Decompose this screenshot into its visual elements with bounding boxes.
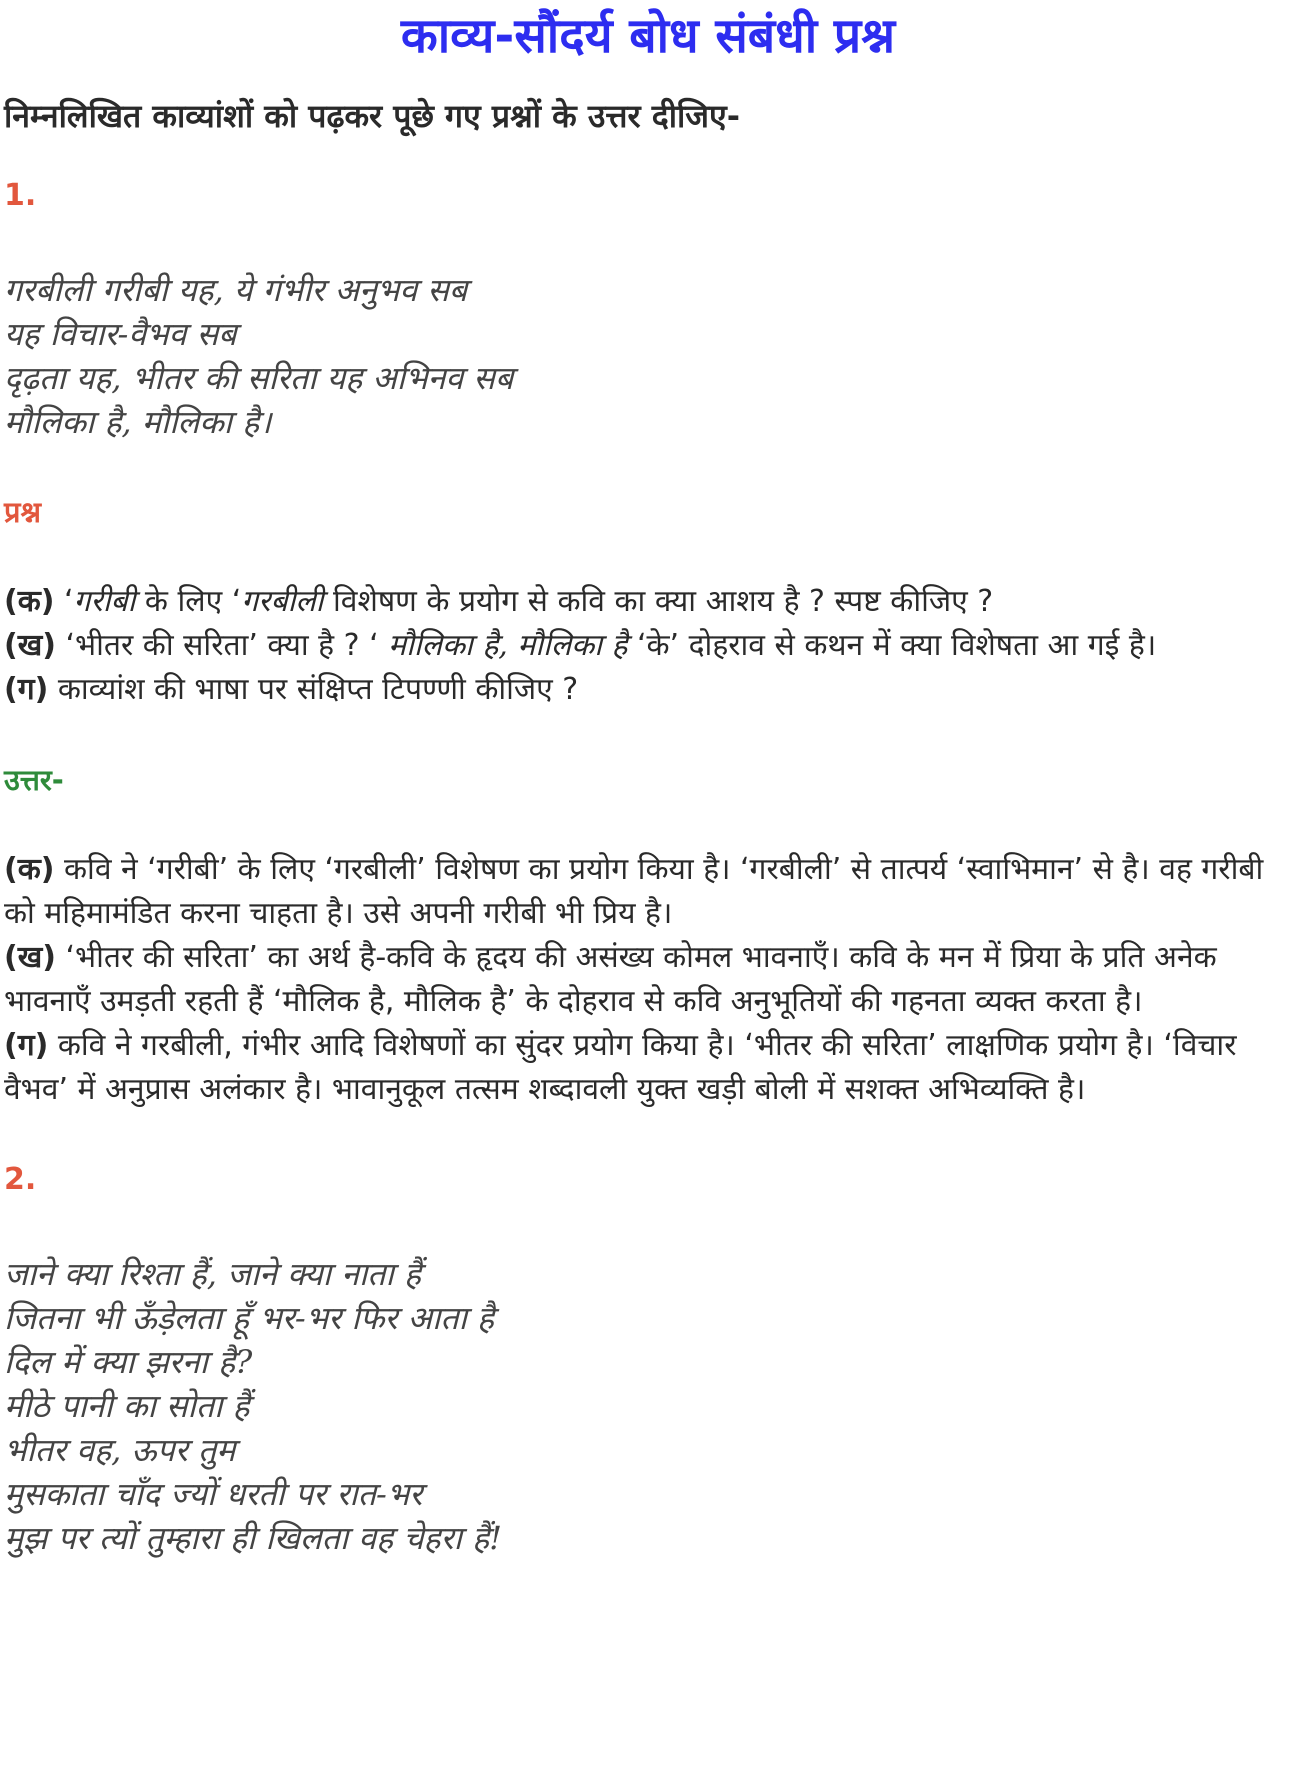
poem-line: यह विचार-वैभव सब [4,315,237,353]
question-italic: गरीबी [73,584,136,619]
answer-label: उत्तर- [4,763,64,797]
question-kh [4,624,1292,668]
question-text: काव्यांश की भाषा पर संक्षिप्त टिपण्णी कीजिए ? [48,672,579,707]
section-number-2: 2. [4,1162,37,1197]
poem-line: जितना भी ऊँड़ेलता हूँ भर-भर फिर आता है [4,1299,495,1337]
document-page [0,6,1294,1771]
poem-line: दृढ़ता यह, भीतर की सरिता यह अभिनव सब [4,359,514,397]
poem-line: मीठे पानी का सोता हैं [4,1387,250,1425]
answer-text: कवि ने ‘गरीबी’ के लिए ‘गरबीली’ विशेषण का प्रयोग किया है। ‘गरबीली’ से तात्पर्य ‘स्वाभिमान’ से है। वह गरीबी को महिमामंडित करना चाहता है। उसे अपनी गरीबी भी प्रिय है। [4,852,1264,931]
poem-line: मुसकाता चाँद ज्यों धरती पर रात-भर [4,1475,423,1513]
answer-text: कवि ने गरबीली, गंभीर आदि विशेषणों का सुंदर प्रयोग किया है। ‘भीतर की सरिता’ लाक्षणिक प्रयोग है। ‘विचार वैभव’ में अनुप्रास अलंकार है। भावानुकूल तत्सम शब्दावली युक्त खड़ी बोली में सशक्त अभिव्यक्ति है। [4,1028,1237,1107]
question-marker: (ख) [4,628,56,663]
question-marker: (ग) [4,672,49,707]
section-number-1: 1. [4,178,37,213]
question-g [4,668,1292,712]
answer-k [4,848,1292,936]
poem-line: मुझ पर त्यों तुम्हारा ही खिलता वह चेहरा हैं! [4,1519,502,1557]
poem-2 [4,1252,1292,1560]
answer-kh [4,936,1292,1024]
question-label: प्रश्न [4,495,42,529]
poem-1 [4,268,1292,444]
question-marker: (क) [4,584,55,619]
answer-g [4,1024,1292,1112]
poem-line: जाने क्या रिश्ता हैं, जाने क्या नाता हैं [4,1255,421,1293]
answer-marker: (ख) [4,940,56,975]
question-text: के लिए ‘ [135,584,242,619]
poem-line: दिल में क्या झरना है? [4,1343,253,1381]
answer-marker: (ग) [4,1028,49,1063]
poem-line: भीतर वह, ऊपर तुम [4,1431,236,1469]
question-text: ‘भीतर की सरिता’ क्या है ? ‘ [55,628,389,663]
answers-block [4,848,1292,1112]
answer-marker: (क) [4,852,55,887]
answer-text: ‘भीतर की सरिता’ का अर्थ है-कवि के हृदय की असंख्य कोमल भावनाएँ। कवि के मन में प्रिया के प्रति अनेक भावनाएँ उमड़ती रहती हैं ‘मौलिक है, मौलिक है’ के दोहराव से कवि अनुभूतियों की गहनता व्यक्त करता है। [4,940,1217,1019]
question-italic: मौलिका है, मौलिका है [388,628,628,663]
question-text: ‘ [54,584,74,619]
questions-block [4,580,1292,712]
question-italic: गरबीली [241,584,324,619]
instruction-text: निम्नलिखित काव्यांशों को पढ़कर पूछे गए प्रश्नों के उत्तर दीजिए- [4,97,741,135]
poem-line: गरबीली गरीबी यह, ये गंभीर अनुभव सब [4,271,468,309]
page-title: काव्य-सौंदर्य बोध संबंधी प्रश्न [400,8,896,64]
poem-line: मौलिका है, मौलिका है। [4,403,272,441]
question-text: ‘के’ दोहराव से कथन में क्या विशेषता आ गई है। [627,628,1157,663]
question-k [4,580,1292,624]
question-text: विशेषण के प्रयोग से कवि का क्या आशय है ? स्पष्ट कीजिए ? [323,584,994,619]
